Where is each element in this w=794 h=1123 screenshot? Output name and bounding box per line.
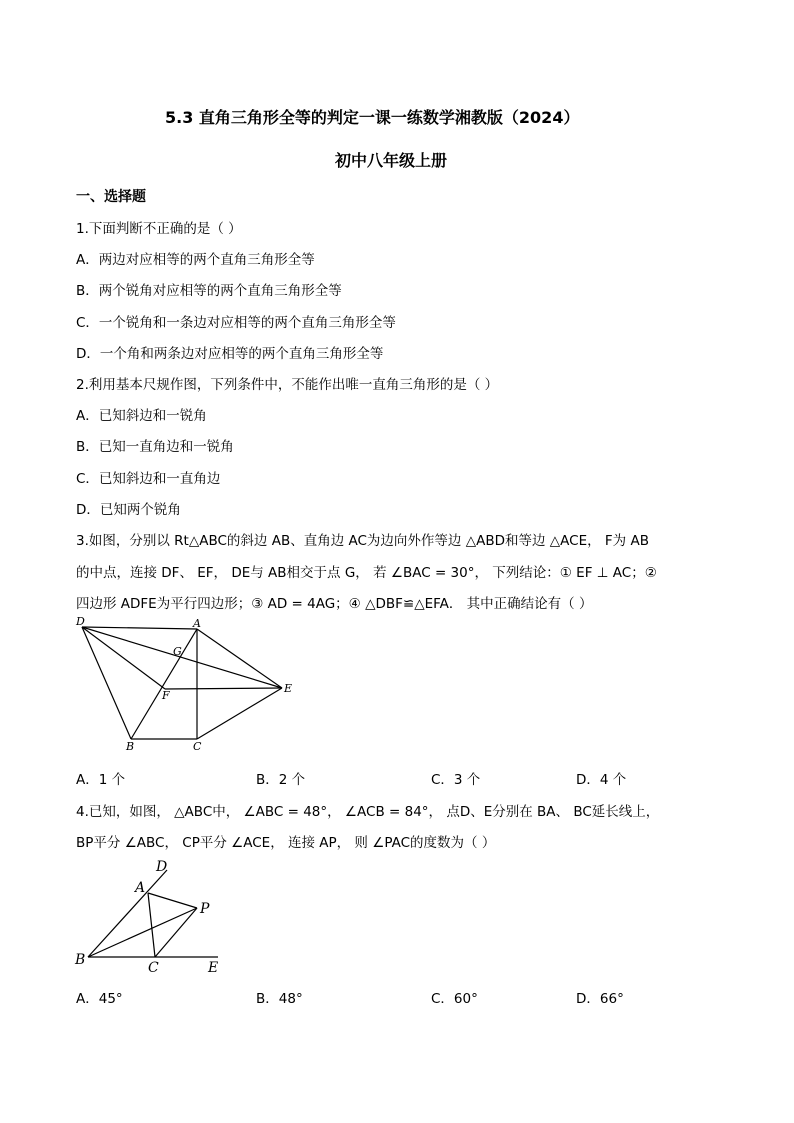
figure-label-e: E <box>284 682 293 695</box>
segment-ap <box>148 893 197 908</box>
figure-label-e: E <box>208 960 219 976</box>
figure-label-f: F <box>162 689 170 702</box>
question-1-option-b: B．两个锐角对应相等的两个直角三角形全等 <box>76 283 342 299</box>
question-4-figure <box>70 855 240 980</box>
question-4-option-d: D．66° <box>576 991 624 1007</box>
segment-bp <box>88 908 197 957</box>
figure-label-g: G <box>173 645 182 658</box>
question-4-stem-line-1: 4.已知，如图， △ABC中， ∠ABC = 48°， ∠ACB = 84°， 点D、E分别在 BA、 BC延长线上， <box>76 804 660 820</box>
document-subtitle: 初中八年级上册 <box>335 151 448 170</box>
question-4-stem-line-2: BP平分 ∠ABC， CP平分 ∠ACE， 连接 AP， 则 ∠PAC的度数为（ ） <box>76 835 496 851</box>
figure-label-a: A <box>135 880 146 896</box>
question-3-stem-line-3: 四边形 ADFE为平行四边形；③ AD = 4AG；④ △DBF≌△EFA． 其中正确结论有（ ） <box>76 596 593 612</box>
section-heading: 一、选择题 <box>76 189 146 205</box>
question-3-option-b: B．2 个 <box>256 772 306 788</box>
line-bd <box>88 870 167 957</box>
question-2-option-b: B．已知一直角边和一锐角 <box>76 439 234 455</box>
question-4-option-a: A．45° <box>76 991 123 1007</box>
question-1-option-d: D．一个角和两条边对应相等的两个直角三角形全等 <box>76 346 384 362</box>
figure-label-a: A <box>193 617 201 630</box>
question-3-stem-line-2: 的中点，连接 DF、 EF， DE与 AB相交于点 G， 若 ∠BAC = 30°， 下列结论：① EF ⊥ AC；② <box>76 565 657 581</box>
question-3-option-a: A．1 个 <box>76 772 126 788</box>
segment-df <box>82 627 165 689</box>
question-1-option-a: A．两边对应相等的两个直角三角形全等 <box>76 252 315 268</box>
figure-label-c: C <box>193 740 202 753</box>
question-4-option-b: B．48° <box>256 991 303 1007</box>
figure-label-p: P <box>200 901 210 917</box>
question-3-option-c: C．3 个 <box>431 772 481 788</box>
segment-cp <box>155 908 197 957</box>
question-1-stem: 1.下面判断不正确的是（ ） <box>76 221 242 237</box>
segment-ae <box>197 629 282 688</box>
figure-label-c: C <box>148 960 159 976</box>
question-2-option-a: A．已知斜边和一锐角 <box>76 408 207 424</box>
document-title: 5.3 直角三角形全等的判定一课一练数学湘教版（2024） <box>165 108 580 127</box>
question-2-option-c: C．已知斜边和一直角边 <box>76 471 221 487</box>
figure-label-b: B <box>126 740 135 753</box>
segment-ac <box>148 893 155 957</box>
question-3-option-d: D．4 个 <box>576 772 627 788</box>
question-3-stem-line-1: 3.如图，分别以 Rt△ABC的斜边 AB、直角边 AC为边向外作等边 △ABD和等边 △ACE， F为 AB <box>76 533 649 549</box>
question-4-option-c: C．60° <box>431 991 478 1007</box>
figure-label-b: B <box>75 952 86 968</box>
segment-de <box>82 627 282 688</box>
question-1-option-c: C．一个锐角和一条边对应相等的两个直角三角形全等 <box>76 315 396 331</box>
segment-fe <box>165 688 282 689</box>
question-3-figure <box>70 615 310 755</box>
segment-da <box>82 627 197 629</box>
segment-ce <box>197 688 282 739</box>
question-2-option-d: D．已知两个锐角 <box>76 502 181 518</box>
segment-db <box>82 627 131 739</box>
figure-label-d: D <box>156 859 168 875</box>
question-2-stem: 2.利用基本尺规作图，下列条件中，不能作出唯一直角三角形的是（ ） <box>76 377 499 393</box>
figure-label-d: D <box>76 615 85 628</box>
